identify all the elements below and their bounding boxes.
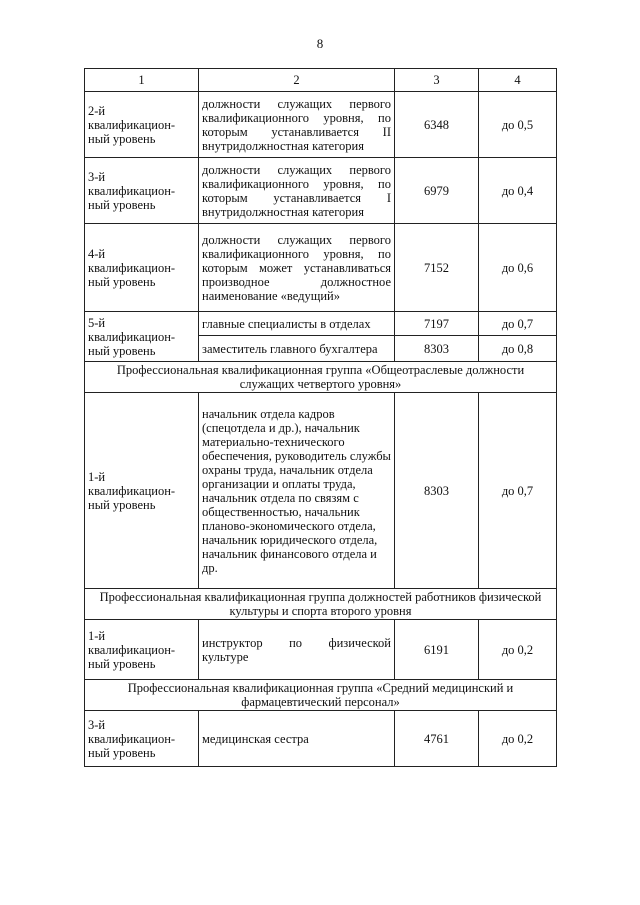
duties-cell: заместитель главного бухгалтера — [199, 336, 395, 362]
salary-cell: 8303 — [395, 393, 479, 589]
duties-cell: должности служащих первого квалификационного уровня, по которым может устанавливаться производное должностное наименование «ведущий» — [199, 224, 395, 312]
level-cell: 5-й квалификацион-ный уровень — [85, 312, 199, 362]
duties-cell: инструктор по физической культуре — [199, 620, 395, 680]
coefficient-cell: до 0,2 — [479, 620, 557, 680]
table-row — [85, 312, 557, 336]
coefficient-cell: до 0,6 — [479, 224, 557, 312]
salary-cell: 6348 — [395, 92, 479, 158]
level-cell: 1-й квалификацион-ный уровень — [85, 620, 199, 680]
salary-cell: 6979 — [395, 158, 479, 224]
column-header: 3 — [395, 69, 479, 92]
group-title: Профессиональная квалификационная группа «Общеотраслевые должности служащих четвертого уровня» — [85, 362, 557, 393]
salary-cell: 7152 — [395, 224, 479, 312]
level-cell: 2-й квалификацион-ный уровень — [85, 92, 199, 158]
coefficient-cell: до 0,5 — [479, 92, 557, 158]
salary-cell: 7197 — [395, 312, 479, 336]
coefficient-cell: до 0,4 — [479, 158, 557, 224]
column-header: 2 — [199, 69, 395, 92]
group-title: Профессиональная квалификационная группа «Средний медицинский и фармацевтический персонал» — [85, 680, 557, 711]
coefficient-cell: до 0,2 — [479, 711, 557, 767]
table-row — [85, 393, 557, 589]
header-row — [85, 69, 557, 92]
duties-cell: начальник отдела кадров (спецотдела и др.), начальник материально-технического обеспечения, руководитель службы охраны труда, начальник отдела организации и оплаты труда, начальник отдела по связям с общественностью, начальник планово-экономического отдела, начальник юридического отдела, начальник финансового отдела и др. — [199, 393, 395, 589]
coefficient-cell: до 0,8 — [479, 336, 557, 362]
column-header: 4 — [479, 69, 557, 92]
group-header-row — [85, 680, 557, 711]
level-cell: 4-й квалификацион-ный уровень — [85, 224, 199, 312]
coefficient-cell: до 0,7 — [479, 312, 557, 336]
column-header: 1 — [85, 69, 199, 92]
group-title: Профессиональная квалификационная группа должностей работников физической культуры и спорта второго уровня — [85, 589, 557, 620]
level-cell: 3-й квалификацион-ный уровень — [85, 158, 199, 224]
duties-cell: главные специалисты в отделах — [199, 312, 395, 336]
salary-cell: 8303 — [395, 336, 479, 362]
duties-cell: должности служащих первого квалификационного уровня, по которым устанавливается II внутридолжностная категория — [199, 92, 395, 158]
group-header-row — [85, 589, 557, 620]
salary-cell: 6191 — [395, 620, 479, 680]
table-row — [85, 92, 557, 158]
salary-table — [84, 68, 557, 767]
group-header-row — [85, 362, 557, 393]
level-cell: 3-й квалификацион-ный уровень — [85, 711, 199, 767]
table-row — [85, 711, 557, 767]
level-cell: 1-й квалификацион-ный уровень — [85, 393, 199, 589]
page-number: 8 — [316, 36, 324, 51]
coefficient-cell: до 0,7 — [479, 393, 557, 589]
table-row — [85, 158, 557, 224]
table-row — [85, 620, 557, 680]
table-row — [85, 224, 557, 312]
duties-cell: медицинская сестра — [199, 711, 395, 767]
duties-cell: должности служащих первого квалификационного уровня, по которым устанавливается I внутридолжностная категория — [199, 158, 395, 224]
salary-cell: 4761 — [395, 711, 479, 767]
